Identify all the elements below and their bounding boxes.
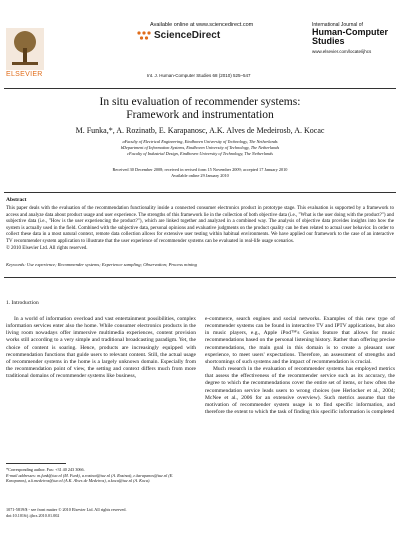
footnote-rule	[6, 463, 66, 464]
journal-title-prefix: International Journal of	[312, 22, 363, 28]
available-date: Available online 29 January 2010	[171, 172, 229, 178]
available-online-text: Available online at www.sciencedirect.com	[150, 22, 254, 28]
intro-paragraph-2: e-commerce, search engines and social networks. Examples of this new type of recommender systems can be found in interactive TV and IPTV applications, but also in music players, e.g., Apple iPod™'s Genius feature that allows for music recommendations based on the personal listening history. Rather than offering precise recommendations, the main goal in this domain is to create a pleasant user experience, to meet users' expectations. Therefore, an assessment of strengths and shortcomings of such systems and the impact of recommendation is crucial.	[205, 316, 395, 365]
journal-url[interactable]: www.elsevier.com/locate/ijhcs	[312, 49, 372, 54]
email-addresses: E-mail addresses: m.funk@tue.nl (M. Funk), a.rozinat@tue.nl (A. Rozinat), e.karapanos@tue.nl (E. Karapanos), a.k.medeiros@tue.nl (A.K. Alves de Medeiros), a.koca@tue.nl (A. Koca).	[6, 472, 174, 484]
affiliation-b: bDepartment of Information Systems, Eindhoven University of Technology, The Netherlands	[120, 144, 280, 150]
journal-title: Human-Computer Studies	[312, 27, 388, 46]
right-column	[205, 316, 395, 416]
header-rule	[4, 88, 396, 89]
abstract-top-rule	[4, 192, 396, 193]
abstract-heading: Abstract	[6, 197, 27, 203]
left-column	[6, 316, 196, 380]
affiliation-c: cFaculty of Industrial Design, Eindhoven University of Technology, The Netherlands	[127, 150, 273, 156]
journal-reference: Int. J. Human-Computer Studies 68 (2010) 525–547	[147, 73, 251, 78]
paper-title-line1: In situ evaluation of recommender systems:	[99, 96, 301, 108]
publisher-name: ELSEVIER	[6, 71, 43, 78]
doi-line[interactable]: doi:10.1016/j.ijhcs.2010.01.002	[6, 512, 60, 518]
affiliation-a: aFaculty of Electrical Engineering, Eindhoven University of Technology, The Netherlands	[122, 139, 278, 144]
sciencedirect-dots-icon	[136, 30, 152, 42]
issn-line: 1071-5819/$ - see front matter © 2010 Elsevier Ltd. All rights reserved.	[6, 507, 127, 512]
affiliations	[0, 139, 400, 156]
abstract-copyright: © 2010 Elsevier Ltd. All rights reserved.	[6, 245, 88, 251]
intro-paragraph-3: Much research in the evaluation of recommender systems has employed metrics that assess the effectiveness of the recommender service such as its accuracy, the degree to which the recommendations cover the entire set of items, or how often the recommendation service leads users to wrong choices (see Herlocker et al., 2004; McNee et al., 2006 for an extensive overview). Such metrics assume that the motivation of recommender system usage is to find specific information, and therefore the extent to which the task of finding this specific information is completed	[205, 366, 395, 416]
sciencedirect-logo: ScienceDirect	[154, 30, 221, 41]
corresponding-author-note: *Corresponding author. Fax: +31 40 243 3066.	[6, 467, 85, 472]
intro-paragraph-1: In a world of information overload and vast entertainment possibilities, complex information services enter also the home. While consumer electronics products in the living room nowadays offer immersive multimedia experiences, content provision works still according to a very simple and traditional broadcasting paradigm. Yet, the choice of content is soaring. Hence, products are increasingly equipped with recommendation functions that guide users to relevant content. Still, the actual usage of recommender systems in the home is a largely unknown domain. Especially from the recommendation point of view, the setting and context differs much from more traditional domains of recommender systems like business,	[6, 316, 196, 380]
paper-title	[0, 96, 400, 122]
abstract-body	[6, 206, 394, 252]
abstract-text: This paper deals with the evaluation of the recommendation functionality inside a connected consumer electronics product in prototype stage. This evaluation is supported by a framework to access and analyze data about product usage and user experience. The strengths of this framework lie in the collection of both objective data (i.e., "What is the user doing with the product?") and subjective data (i.e., "How is the user experiencing the product?"), which are linked together and analyzed in a combined way. The analysis of objective data provides insights into how the system is actually used in the field. Combined with the subjective data, personal opinions and evaluative judgments on the product quality can be then related to actual user behavior. In order to collect these data in a most natural context, remote data collection allows for extensive user testing within habitual environments. We have applied our framework to the case of an interactive TV recommender system application to illustrate that the user experience of recommender systems can be evaluated in real-life usage scenarios.	[6, 206, 394, 244]
journal-header	[4, 22, 396, 86]
received-dates: Received 30 December 2008; received in revised form 15 November 2009; accepted 17 January 2010	[112, 167, 288, 172]
footnotes	[6, 467, 194, 484]
abstract-bottom-rule	[4, 277, 396, 278]
keywords: Keywords: Use experience; Recommender systems; Experience sampling; Observation; Process mining	[6, 262, 197, 267]
paper-title-line2: Framework and instrumentation	[126, 109, 274, 121]
front-matter-info	[6, 507, 194, 518]
publication-dates	[0, 167, 400, 179]
journal-title-block	[312, 22, 392, 82]
author-list: M. Funka,*, A. Rozinatb, E. Karapanosc, A.K. Alves de Medeirosb, A. Kocac	[75, 126, 325, 135]
section-heading-introduction: 1. Introduction	[6, 300, 39, 306]
elsevier-tree-logo	[6, 28, 44, 70]
